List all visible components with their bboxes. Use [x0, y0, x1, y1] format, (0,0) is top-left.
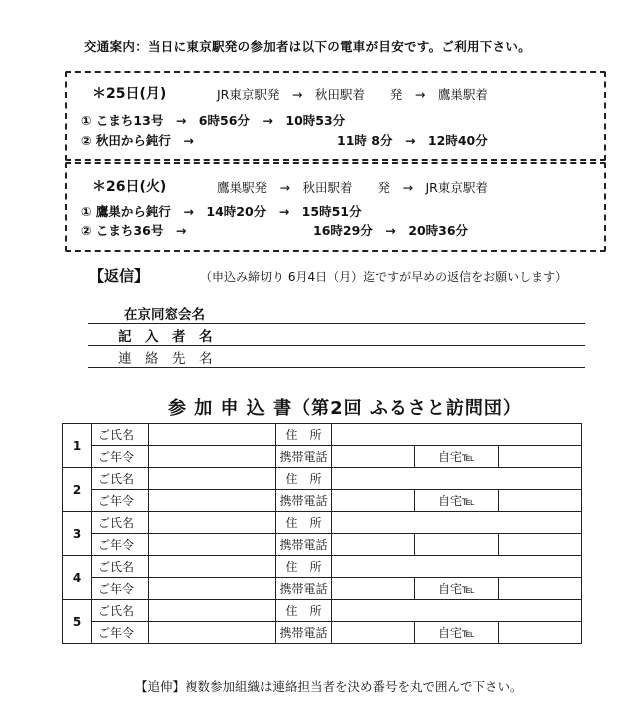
transport-note: 交通案内：当日に東京駅発の参加者は以下の電車が目安です。ご利用下さい。	[84, 39, 532, 54]
entry-number: 1	[63, 424, 92, 468]
mobile-field[interactable]	[332, 534, 415, 556]
mobile-label: 携帯電話	[276, 622, 332, 644]
entry-number: 4	[63, 556, 92, 600]
outbound-route: JR東京駅発 → 秋田駅着 発 → 鷹巣駅着	[217, 87, 488, 102]
name-field[interactable]	[149, 468, 276, 490]
form-title: 参 加 申 込 書（第2回 ふるさと訪問団）	[168, 398, 522, 419]
outbound-train-2-times: 11時 8分 → 12時40分	[337, 133, 488, 148]
address-field[interactable]	[332, 424, 582, 446]
name-label: ご氏名	[92, 512, 149, 534]
address-field[interactable]	[332, 600, 582, 622]
mobile-label: 携帯電話	[276, 534, 332, 556]
age-field[interactable]	[149, 578, 276, 600]
return-train-1: ① 鷹巣から鈍行 → 14時20分 → 15時51分	[81, 204, 362, 219]
name-field[interactable]	[149, 424, 276, 446]
application-table	[62, 423, 582, 644]
table-row	[63, 512, 582, 534]
address-label: 住 所	[276, 424, 332, 446]
address-label: 住 所	[276, 600, 332, 622]
home-phone-field[interactable]	[498, 622, 581, 644]
outbound-schedule-box	[65, 71, 606, 161]
address-field[interactable]	[332, 556, 582, 578]
home-phone-label: 自宅℡	[415, 446, 498, 468]
age-label: ご年令	[92, 622, 149, 644]
return-schedule-box	[65, 162, 606, 252]
contact-label: 連 絡 先 名	[118, 351, 213, 367]
return-train-2-times: 16時29分 → 20時36分	[313, 223, 469, 238]
table-row	[63, 578, 582, 600]
reply-heading: 【返信】	[89, 267, 150, 285]
name-label: ご氏名	[92, 424, 149, 446]
mobile-field[interactable]	[332, 490, 415, 512]
home-phone-label	[415, 534, 498, 556]
home-phone-label: 自宅℡	[415, 490, 498, 512]
home-phone-field[interactable]	[498, 446, 581, 468]
return-train-2: ② こまち36号 →	[81, 223, 187, 238]
name-label: ご氏名	[92, 468, 149, 490]
home-phone-label: 自宅℡	[415, 622, 498, 644]
return-route: 鷹巣駅発 → 秋田駅着 発 → JR東京駅着	[217, 180, 488, 195]
home-phone-field[interactable]	[498, 534, 581, 556]
table-row	[63, 534, 582, 556]
address-label: 住 所	[276, 556, 332, 578]
mobile-label: 携帯電話	[276, 490, 332, 512]
mobile-field[interactable]	[332, 622, 415, 644]
address-field[interactable]	[332, 468, 582, 490]
writer-name-label: 記 入 者 名	[118, 329, 213, 345]
table-row	[63, 446, 582, 468]
name-label: ご氏名	[92, 600, 149, 622]
outbound-train-1: ① こまち13号 → 6時56分 → 10時53分	[81, 113, 346, 128]
name-label: ご氏名	[92, 556, 149, 578]
mobile-label: 携帯電話	[276, 446, 332, 468]
entry-number: 2	[63, 468, 92, 512]
home-phone-field[interactable]	[498, 490, 581, 512]
writer-name-line[interactable]	[88, 345, 585, 346]
age-field[interactable]	[149, 622, 276, 644]
age-field[interactable]	[149, 446, 276, 468]
table-row	[63, 490, 582, 512]
name-field[interactable]	[149, 600, 276, 622]
table-row	[63, 622, 582, 644]
home-phone-label: 自宅℡	[415, 578, 498, 600]
address-label: 住 所	[276, 468, 332, 490]
age-label: ご年令	[92, 534, 149, 556]
table-row	[63, 556, 582, 578]
postscript-note: 【追伸】複数参加組織は連絡担当者を決め番号を丸で囲んで下さい。	[135, 679, 523, 694]
table-row	[63, 600, 582, 622]
return-date: ＊26日(火)	[92, 179, 167, 195]
mobile-field[interactable]	[332, 578, 415, 600]
alumni-group-line[interactable]	[88, 323, 585, 324]
reply-deadline-note: （申込み締切り 6月4日（月）迄ですが早めの返信をお願いします）	[200, 270, 568, 284]
age-label: ご年令	[92, 578, 149, 600]
age-field[interactable]	[149, 490, 276, 512]
age-field[interactable]	[149, 534, 276, 556]
alumni-group-label: 在京同窓会名	[124, 307, 205, 323]
entry-number: 5	[63, 600, 92, 644]
entry-number: 3	[63, 512, 92, 556]
table-row	[63, 468, 582, 490]
address-label: 住 所	[276, 512, 332, 534]
contact-line[interactable]	[88, 367, 585, 368]
name-field[interactable]	[149, 512, 276, 534]
mobile-label: 携帯電話	[276, 578, 332, 600]
age-label: ご年令	[92, 446, 149, 468]
name-field[interactable]	[149, 556, 276, 578]
table-row	[63, 424, 582, 446]
mobile-field[interactable]	[332, 446, 415, 468]
age-label: ご年令	[92, 490, 149, 512]
outbound-date: ＊25日(月)	[92, 86, 167, 102]
address-field[interactable]	[332, 512, 582, 534]
home-phone-field[interactable]	[498, 578, 581, 600]
outbound-train-2: ② 秋田から鈍行 →	[81, 133, 194, 148]
